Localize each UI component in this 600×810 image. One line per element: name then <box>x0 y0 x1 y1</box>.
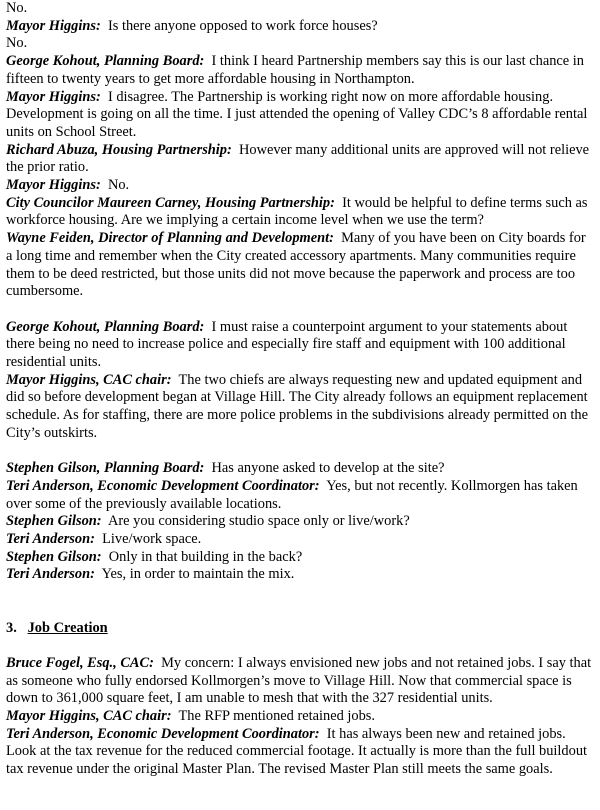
speaker-name: Teri Anderson: <box>6 531 95 548</box>
entry-text: Live/work space. <box>102 531 202 548</box>
section-title: Job Creation <box>27 619 108 636</box>
transcript-entry <box>6 35 594 53</box>
transcript-block-2 <box>6 319 594 443</box>
speaker-name: Stephen Gilson: <box>6 513 102 530</box>
entry-text: Only in that building in the back? <box>108 548 303 565</box>
speaker-name: Stephen Gilson: <box>6 548 102 565</box>
entry-text: No. <box>107 177 130 194</box>
speaker-name: Mayor Higgins: <box>6 177 101 194</box>
transcript-entry <box>6 319 594 372</box>
speaker-name: Teri Anderson: <box>6 566 95 583</box>
speaker-name: George Kohout, Planning Board: <box>6 53 205 70</box>
entry-text: Has anyone asked to develop at the site? <box>211 460 445 477</box>
entry-text: However many additional units are approved will not relieve the prior ratio. <box>6 141 590 176</box>
transcript-entry <box>6 566 594 584</box>
transcript-block-4 <box>6 655 594 779</box>
entry-text: My concern: I always envisioned new jobs and not retained jobs. I say that as someone who fully endorsed Kollmorgen’s move to Village Hill. Now that commercial space is down to 361,000 square feet, I am unable to mesh that with the 327 residential units. <box>6 654 592 707</box>
paragraph-gap <box>6 443 594 461</box>
speaker-name: Mayor Higgins, CAC chair: <box>6 371 172 388</box>
entry-text: I think I heard Partnership members say this is our last chance in fifteen to twenty years to get more affordable housing in Northampton. <box>6 53 584 87</box>
paragraph-gap <box>6 301 594 319</box>
speaker-name: George Kohout, Planning Board: <box>6 318 205 335</box>
entry-text: I disagree. The Partnership is working right now on more affordable housing. Development is going on all the time. I just attended the opening of Valley CDC’s 8 affordable rental units on School Street. <box>6 88 588 140</box>
transcript-entry <box>6 89 594 142</box>
transcript-entry <box>6 195 594 230</box>
transcript-entry <box>6 230 594 301</box>
transcript-entry <box>6 478 594 513</box>
transcript-entry <box>6 460 594 478</box>
speaker-name: Teri Anderson, Economic Development Coordinator: <box>6 725 320 742</box>
speaker-name: Wayne Feiden, Director of Planning and Development: <box>6 230 334 247</box>
speaker-name: Bruce Fogel, Esq., CAC: <box>6 654 154 671</box>
transcript-entry <box>6 142 594 177</box>
transcript-entry <box>6 513 594 531</box>
entry-text: The RFP mentioned retained jobs. <box>178 708 375 725</box>
entry-text: No. <box>6 0 28 16</box>
speaker-name: Mayor Higgins: <box>6 17 101 34</box>
paragraph-gap <box>6 637 594 655</box>
speaker-name: Mayor Higgins, CAC chair: <box>6 708 172 725</box>
transcript-entry <box>6 177 594 195</box>
entry-text: It would be helpful to define terms such as workforce housing. Are we implying a certain income level when we use the term? <box>6 194 588 229</box>
section-heading <box>6 620 594 638</box>
transcript-entry <box>6 18 594 36</box>
transcript-entry <box>6 372 594 443</box>
transcript-entry <box>6 531 594 549</box>
speaker-name: Mayor Higgins: <box>6 88 101 105</box>
entry-text: No. <box>6 35 28 52</box>
transcript-block-3 <box>6 460 594 584</box>
entry-text: Many of you have been on City boards for a long time and remember when the City created accessory apartments. Many communities require them to be deed restricted, but those units did not move because the paperwork and process are too cumbersome. <box>6 230 586 300</box>
entry-text: I must raise a counterpoint argument to your statements about there being no need to increase police and especially fire staff and equipment with 100 additional residential units. <box>6 318 568 371</box>
transcript-block-1 <box>6 0 594 301</box>
transcript-entry <box>6 726 594 779</box>
speaker-name: Teri Anderson, Economic Development Coordinator: <box>6 477 320 494</box>
entry-text: Yes, but not recently. Kollmorgen has taken over some of the previously available locations. <box>6 477 578 512</box>
speaker-name: Stephen Gilson, Planning Board: <box>6 460 205 477</box>
entry-text: Is there anyone opposed to work force houses? <box>107 17 378 34</box>
speaker-name: City Councilor Maureen Carney, Housing Partnership: <box>6 194 335 211</box>
paragraph-gap <box>6 584 594 619</box>
entry-text: The two chiefs are always requesting new and updated equipment and did so before development began at Village Hill. The City already follows an equipment replacement schedule. As for staffing, there are more police problems in the subdivisions already permitted on the City’s outskirts. <box>6 371 588 441</box>
transcript-entry <box>6 0 594 18</box>
transcript-entry <box>6 53 594 88</box>
speaker-name: Richard Abuza, Housing Partnership: <box>6 141 232 158</box>
entry-text: Are you considering studio space only or live/work? <box>107 513 410 530</box>
entry-text: Yes, in order to maintain the mix. <box>101 566 295 583</box>
transcript-entry <box>6 708 594 726</box>
entry-text: It has always been new and retained jobs. Look at the tax revenue for the reduced commercial footage. It actually is more than the full buildout tax revenue under the original Master Plan. The revised Master Plan still meets the same goals. <box>6 725 588 778</box>
transcript-entry <box>6 655 594 708</box>
section-number: 3. <box>6 619 17 636</box>
transcript-entry <box>6 549 594 567</box>
